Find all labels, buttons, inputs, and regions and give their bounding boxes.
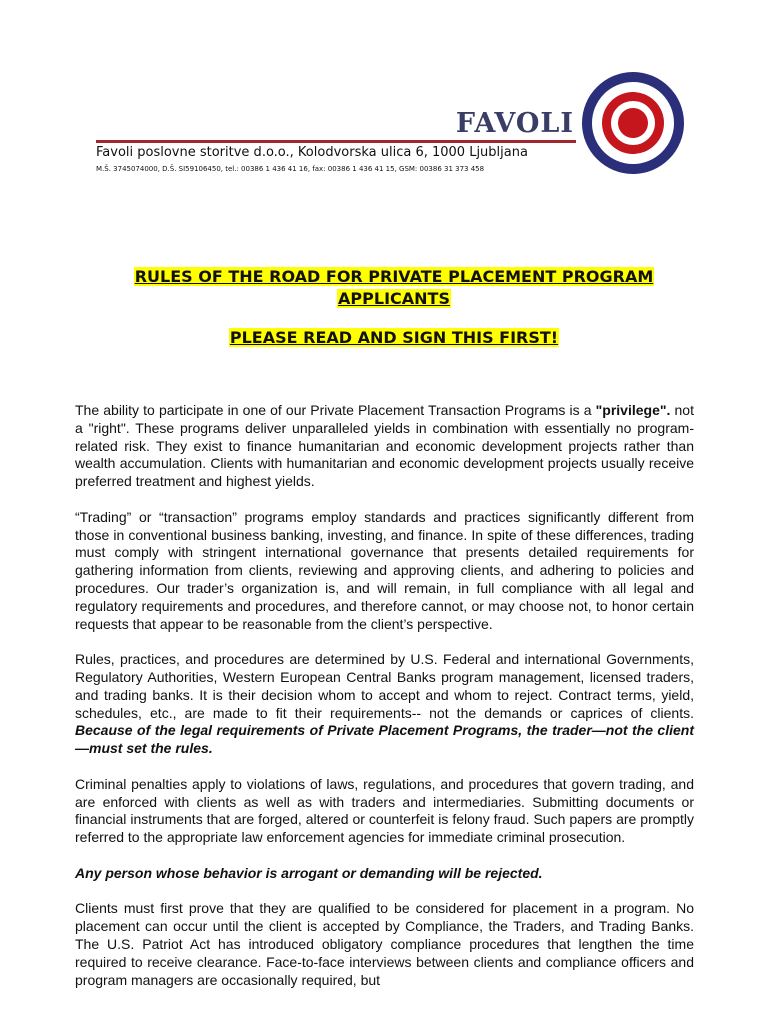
title-line-2: APPLICANTS [338,289,450,308]
document-subtitle [80,327,708,349]
company-registration: M.Š. 3745074000, D.Š. SI59106450, tel.: 00386 1 436 41 16, fax: 00386 1 436 41 15, GSM: 00386 31 373 458 [96,165,485,173]
letterhead-rule [96,140,576,143]
paragraph-behavior-warning: Any person whose behavior is arrogant or demanding will be rejected. [75,864,543,881]
rules-emphasis: Because of the legal requirements of Private Placement Programs, the trader—not the client—must set the rules. [75,722,694,757]
paragraph-trading: “Trading” or “transaction” programs employ standards and practices significantly different from those in conventional business banking, investing, and finance. In spite of these differences, trading must comply with stringent international governance that presents detailed requirements for gathering information from clients, reviewing and approving clients, and adhering to policies and procedures. Our trader’s organization is, and will remain, in full compliance with all legal and regulatory requirements and procedures, and therefore cannot, or may choose not, to honor certain requests that appear to be reasonable from the client’s perspective. [75,508,694,632]
paragraph-privilege [75,402,694,491]
paragraph-penalties: Criminal penalties apply to violations of laws, regulations, and procedures that govern trading, and are enforced with clients as well as with traders and intermediaries. Submitting documents or financial instruments that are forged, altered or counterfeit is felony fraud. Such papers are promptly referred to the appropriate law enforcement agencies for immediate criminal prosecution. [75,775,694,846]
privilege-emphasis: "privilege". [595,402,671,418]
paragraph-text: The ability to participate in one of our Private Placement Transaction Programs is a [75,402,596,418]
roundel-target-icon [580,70,686,176]
subtitle-text: PLEASE READ AND SIGN THIS FIRST! [229,328,559,347]
paragraph-rules [75,651,694,758]
document-body [75,402,694,1007]
paragraph-text: Rules, practices, and procedures are determined by U.S. Federal and international Governments, Regulatory Authorities, Western European Central Banks program management, licensed traders, and trading banks. It is their decision whom to accept and whom to reject. Contract terms, yield, schedules, etc., are made to fit their requirements-- not the demands or caprices of clients. [75,651,694,721]
document-title [80,266,708,310]
company-address: Favoli poslovne storitve d.o.o., Kolodvorska ulica 6, 1000 Ljubljana [96,145,528,160]
paragraph-text: not a "right". These programs deliver unparalleled yields in combination with essentially no program-related risk. They exist to finance humanitarian and economic development projects rather than wealth accumulation. Clients with humanitarian and economic development projects usually receive preferred treatment and highest yields. [75,402,694,490]
title-line-1: RULES OF THE ROAD FOR PRIVATE PLACEMENT PROGRAM [134,267,654,286]
paragraph-qualification: Clients must first prove that they are qualified to be considered for placement in a program. No placement can occur until the client is accepted by Compliance, the Traders, and Trading Banks. The U.S. Patriot Act has introduced obligatory compliance procedures that lengthen the time required to receive clearance. Face-to-face interviews between clients and compliance officers and program managers are occasionally required, but [75,900,694,988]
company-brand: FAVOLI [455,108,574,139]
